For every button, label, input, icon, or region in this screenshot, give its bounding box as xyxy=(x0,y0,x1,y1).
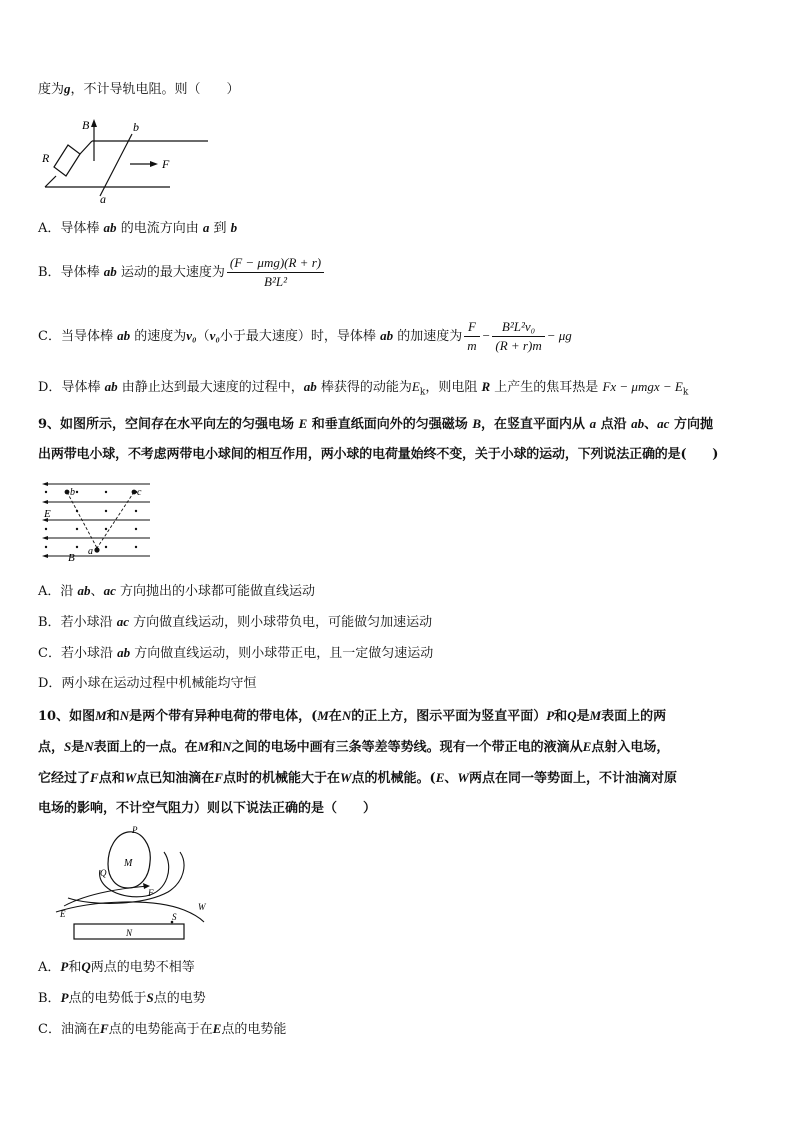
text: 点的电势能 xyxy=(221,1022,287,1037)
text: 的加速度为 xyxy=(397,329,463,344)
option-letter: D． xyxy=(38,676,62,691)
text: 小于最大速度）时，导体棒 xyxy=(219,329,376,344)
label-b-point: b xyxy=(133,120,139,134)
symbol: F xyxy=(99,1021,109,1036)
point-c xyxy=(132,490,137,495)
q8-option-b[interactable] xyxy=(38,252,326,293)
q9-option-a[interactable] xyxy=(38,582,315,601)
expression-heat: Fx − μmgx − E xyxy=(602,379,683,394)
symbol: F xyxy=(214,770,223,785)
label-n: N xyxy=(126,928,133,938)
symbol: Q xyxy=(567,708,577,723)
symbol: N xyxy=(222,739,232,754)
symbol: ac xyxy=(103,583,116,598)
symbol: S xyxy=(64,739,72,754)
text: 油滴在 xyxy=(60,1022,100,1037)
text: 表面上的一点。在 xyxy=(93,740,198,755)
q9-option-c[interactable] xyxy=(38,644,433,663)
text: 导体棒 xyxy=(60,221,100,236)
text: 如图所示，空间存在水平向左的匀强电场 xyxy=(60,417,295,432)
text: 两点在同一等势面上，不计油滴对原 xyxy=(468,771,677,786)
text: 和 xyxy=(554,709,568,724)
label-b-field: B xyxy=(82,118,90,132)
symbol: M xyxy=(95,708,107,723)
symbol: R xyxy=(481,379,491,394)
arrow-head-icon xyxy=(150,161,158,167)
symbol: ab xyxy=(103,264,117,279)
text: 是 xyxy=(576,709,590,724)
option-letter: A． xyxy=(38,960,61,975)
label-s: S xyxy=(172,912,177,922)
question-number: 9、 xyxy=(38,417,61,432)
q8-option-d[interactable] xyxy=(38,378,688,402)
text: 点， xyxy=(38,740,65,755)
q10-option-c[interactable] xyxy=(38,1020,286,1039)
symbol: Q xyxy=(81,959,91,974)
text: 和 xyxy=(68,960,82,975)
arrow-head-icon xyxy=(42,554,48,558)
label-a-point: a xyxy=(100,192,106,206)
symbol: S xyxy=(146,990,154,1005)
symbol: ab xyxy=(380,328,394,343)
numerator: B²L²v₀ xyxy=(492,319,544,337)
resistor xyxy=(54,145,80,176)
text: 如图 xyxy=(69,709,96,724)
symbol: P xyxy=(60,990,69,1005)
q8-option-a[interactable] xyxy=(38,219,237,238)
denominator: (R + r)m xyxy=(495,338,542,353)
text: 若小球沿 xyxy=(60,646,113,661)
symbol: M xyxy=(317,708,329,723)
symbol: ac xyxy=(657,416,670,431)
text: 和 xyxy=(209,740,223,755)
symbol: B xyxy=(472,416,482,431)
label-c: c xyxy=(137,487,142,498)
symbol: ab xyxy=(631,416,645,431)
option-letter: C． xyxy=(38,646,61,661)
figure-rails-resistor xyxy=(40,116,220,208)
text: 导体棒 xyxy=(61,380,101,395)
text: 沿 xyxy=(60,584,74,599)
symbol: ab xyxy=(117,328,131,343)
figure-equipotential-lines xyxy=(50,826,220,944)
q10-option-a[interactable] xyxy=(38,958,195,977)
symbol: E xyxy=(411,379,420,394)
text: 棒获得的动能为 xyxy=(320,380,412,395)
symbol: ab xyxy=(117,645,131,660)
symbol: a xyxy=(589,416,597,431)
q9-option-b[interactable] xyxy=(38,613,432,632)
option-letter: D． xyxy=(38,380,62,395)
q10-stem-line1 xyxy=(38,707,666,726)
label-e: E xyxy=(44,508,51,520)
symbol: ab xyxy=(103,220,117,235)
text: 导体棒 xyxy=(60,265,100,280)
text: 两点的电势不相等 xyxy=(90,960,195,975)
text: 点已知油滴在 xyxy=(136,771,215,786)
option-letter: A． xyxy=(38,221,61,236)
label-r: R xyxy=(42,151,50,165)
text: 由静止达到最大速度的过程中， xyxy=(121,380,304,395)
symbol: E xyxy=(582,739,592,754)
symbol: v₀ xyxy=(186,328,197,343)
text: 上产生的焦耳热是 xyxy=(494,380,599,395)
text: 点的电势低于 xyxy=(68,991,147,1006)
text: 、 xyxy=(644,417,658,432)
text: 的正上方，图示平面为竖直平面） xyxy=(351,709,547,724)
symbol: v₀ xyxy=(209,328,220,343)
option-letter: A． xyxy=(38,584,61,599)
arrow-head-icon xyxy=(42,536,48,540)
text: 到 xyxy=(213,221,227,236)
text: 运动的最大速度为 xyxy=(120,265,225,280)
symbol: ab xyxy=(77,583,91,598)
symbol: E xyxy=(435,770,445,785)
q10-option-b[interactable] xyxy=(38,989,206,1008)
fraction-magnetic-term xyxy=(492,319,544,354)
text: ，则电阻 xyxy=(425,380,478,395)
option-letter: B． xyxy=(38,615,61,630)
symbol: N xyxy=(341,708,352,723)
q9-stem-line2: 出两带电小球，不考虑两带电小球间的相互作用，两小球的电荷量始终不变，关于小球的运动，下列说法正确的是( ) xyxy=(38,447,719,462)
text: 若小球沿 xyxy=(60,615,113,630)
text: 点的机械能。( xyxy=(351,771,436,786)
arrow-head-icon xyxy=(42,500,48,504)
fraction-max-speed xyxy=(227,255,324,290)
option-letter: C． xyxy=(38,1022,61,1037)
text: 当导体棒 xyxy=(60,329,113,344)
symbol: M xyxy=(197,739,210,754)
text: 、 xyxy=(90,584,104,599)
numerator: (F − μmg)(R + r) xyxy=(227,255,324,273)
text: 表面上的两 xyxy=(601,709,667,724)
point-a-ball xyxy=(94,547,99,552)
text: 点射入电场， xyxy=(591,740,670,755)
text: 的电流方向由 xyxy=(120,221,199,236)
text: ，在竖直平面内从 xyxy=(481,417,586,432)
symbol: N xyxy=(84,739,94,754)
symbol: N xyxy=(119,708,130,723)
q10-stem-line2 xyxy=(38,738,669,757)
text: ，不计导轨电阻。则（ ） xyxy=(70,82,240,97)
text: 、 xyxy=(444,771,458,786)
question8-stem-tail xyxy=(38,80,240,99)
symbol: M xyxy=(589,708,602,723)
symbol: F xyxy=(90,770,99,785)
operator: − xyxy=(481,328,491,343)
text: 点的电势能高于在 xyxy=(108,1022,213,1037)
label-e: E xyxy=(60,909,66,919)
symbol: ab xyxy=(104,379,118,394)
q10-stem-line3 xyxy=(38,769,677,788)
text: 在 xyxy=(328,709,342,724)
text: 和 xyxy=(106,709,120,724)
label-f: F xyxy=(148,888,154,898)
text: 它经过了 xyxy=(38,771,91,786)
subscript: k xyxy=(419,387,426,398)
symbol: b xyxy=(230,220,238,235)
text: 方向抛出的小球都可能做直线运动 xyxy=(119,584,315,599)
wire-top xyxy=(80,141,92,154)
label-f: F xyxy=(162,157,170,171)
label-b-field: B xyxy=(68,552,75,564)
question-number: 10、 xyxy=(38,709,70,724)
symbol: a xyxy=(202,220,210,235)
label-b: b xyxy=(70,487,75,498)
option-letter: C． xyxy=(38,329,61,344)
symbol: P xyxy=(60,959,69,974)
label-p: P xyxy=(132,825,138,835)
subscript: k xyxy=(682,387,689,398)
text: 是 xyxy=(71,740,85,755)
label-a: a xyxy=(88,546,93,557)
symbol: W xyxy=(457,770,469,785)
q10-stem-line4: 电场的影响，不计空气阻力）则以下说法正确的是（ ） xyxy=(38,801,377,816)
text: 是两个带有异种电荷的带电体，( xyxy=(129,709,318,724)
text: 两小球在运动过程中机械能均守恒 xyxy=(61,676,257,691)
expression-tail: − μg xyxy=(546,328,572,343)
arrow-head-icon xyxy=(42,482,48,486)
text: 和垂直纸面向外的匀强磁场 xyxy=(311,417,468,432)
arrow-head-icon xyxy=(91,119,97,127)
text: 点沿 xyxy=(600,417,627,432)
symbol: E xyxy=(298,416,308,431)
q8-option-c[interactable] xyxy=(38,316,572,357)
fraction-f-over-m xyxy=(464,319,479,354)
numerator: F xyxy=(464,319,479,337)
symbol: ac xyxy=(116,614,129,629)
symbol: W xyxy=(124,770,137,785)
label-q: Q xyxy=(100,868,107,878)
text: 方向做直线运动，则小球带正电，且一定做匀速运动 xyxy=(134,646,434,661)
text: 方向做直线运动，则小球带负电，可能做匀加速运动 xyxy=(133,615,433,630)
field-lines xyxy=(46,484,150,556)
text: 的速度为 xyxy=(134,329,187,344)
symbol: P xyxy=(546,708,555,723)
point-b xyxy=(65,490,70,495)
text: 点的电势 xyxy=(153,991,206,1006)
denominator: m xyxy=(467,338,477,353)
label-w: W xyxy=(198,902,206,912)
symbol: W xyxy=(339,770,352,785)
text: （ xyxy=(196,329,210,344)
text: 点和 xyxy=(98,771,125,786)
option-letter: B． xyxy=(38,991,61,1006)
denominator: B²L² xyxy=(264,274,287,289)
text: 之间的电场中画有三条等差等势线。现有一个带正电的液滴从 xyxy=(231,740,583,755)
symbol-g: g xyxy=(64,81,71,96)
text: 度为 xyxy=(38,82,65,97)
label-m: M xyxy=(124,858,133,869)
symbol: ab xyxy=(303,379,317,394)
text: 点时的机械能大于在 xyxy=(222,771,340,786)
figure-electric-magnetic-field xyxy=(40,480,155,564)
option-letter: B． xyxy=(38,265,61,280)
q9-option-d[interactable] xyxy=(38,675,256,693)
symbol: E xyxy=(212,1021,222,1036)
wire-bottom xyxy=(45,176,56,187)
q9-stem-line1 xyxy=(38,415,713,434)
equipotential-line-outer xyxy=(56,902,204,922)
text: 方向抛 xyxy=(673,417,713,432)
